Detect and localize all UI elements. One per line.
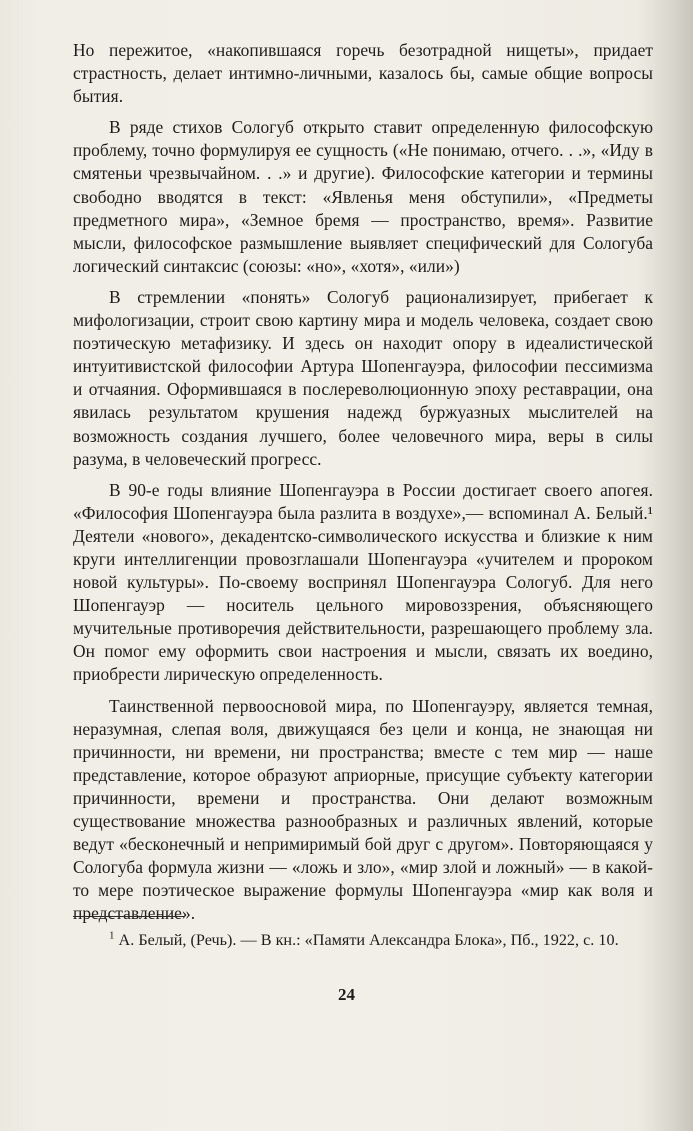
page-number: 24 (338, 985, 355, 1004)
paragraph-5: Таинственной первоосновой мира, по Шопенгауэру, является темная, неразумная, слепая воля, движущаяся без цели и конца, не знающая ни причинности, ни времени, ни пространства; вместе с тем мир — наше представление, которое образуют априорные, присущие субъекту категории причинности, времени и пространства. Они делают возможным существование множества разнообразных и различных явлений, которые ведут «бесконечный и непримиримый бой друг с другом». Повторяющаяся у Сологуба формула жизни — «ложь и зло», «мир злой и ложный» — в какой-то мере поэтическое выражение формулы Шопенгауэра «мир как воля и представление». (73, 695, 653, 924)
footnote-text: А. Белый, (Речь). — В кн.: «Памяти Александра Блока», Пб., 1922, с. 10. (114, 931, 619, 949)
paragraph-2: В ряде стихов Сологуб открыто ставит определенную философскую проблему, точно формулируя ее сущность («Не понимаю, отчего. . .», «Иду в смятеньи чрезвычайном. . .» и другие). Философские категории и термины свободно вводятся в текст: «Явленья меня обступили», «Предметы предметного мира», «Земное бремя — пространство, время». Развитие мысли, философское размышление выявляет специфический для Сологуба логический синтаксис (союзы: «но», «хотя», «или») (73, 117, 653, 276)
paragraph-1: Но пережитое, «накопившаяся горечь безотрадной нищеты», придает страстность, делает интимно-личными, казалось бы, самые общие вопросы бытия. (73, 40, 653, 107)
footnote-marker: 1 (109, 929, 115, 942)
paragraph-3: В стремлении «понять» Сологуб рационализирует, прибегает к мифологизации, строит свою картину мира и модель человека, создает свою поэтическую метафизику. И здесь он находит опору в идеалистической интуитивистской философии Артура Шопенгауэра, философии пессимизма и отчаяния. Оформившаяся в послереволюционную эпоху реставрации, она явилась результатом крушения надежд буржуазных мыслителей на возможность создания лучшего, более человечного мира, веры в силы разума, в человеческий прогресс. (73, 286, 653, 469)
footnote (73, 929, 653, 952)
main-text (73, 39, 653, 933)
paragraph-4: В 90-е годы влияние Шопенгауэра в России достигает своего апогея. «Философия Шопенгауэра была разлита в воздухе»,— вспоминал А. Белый.¹ Деятели «нового», декадентско-символического искусства и близкие к ним круги интеллигенции провозглашали Шопенгауэра «учителем и пророком новой культуры». По-своему воспринял Шопенгауэра Сологуб. Для него Шопенгауэр — носитель цельного мировоззрения, объясняющего мучительные противоречия действительности, разрешающего проблему зла. Он помог ему оформить свои настроения и мысли, связать их воедино, приобрести лирическую определенность. (73, 479, 653, 685)
footnote-divider (73, 916, 185, 917)
